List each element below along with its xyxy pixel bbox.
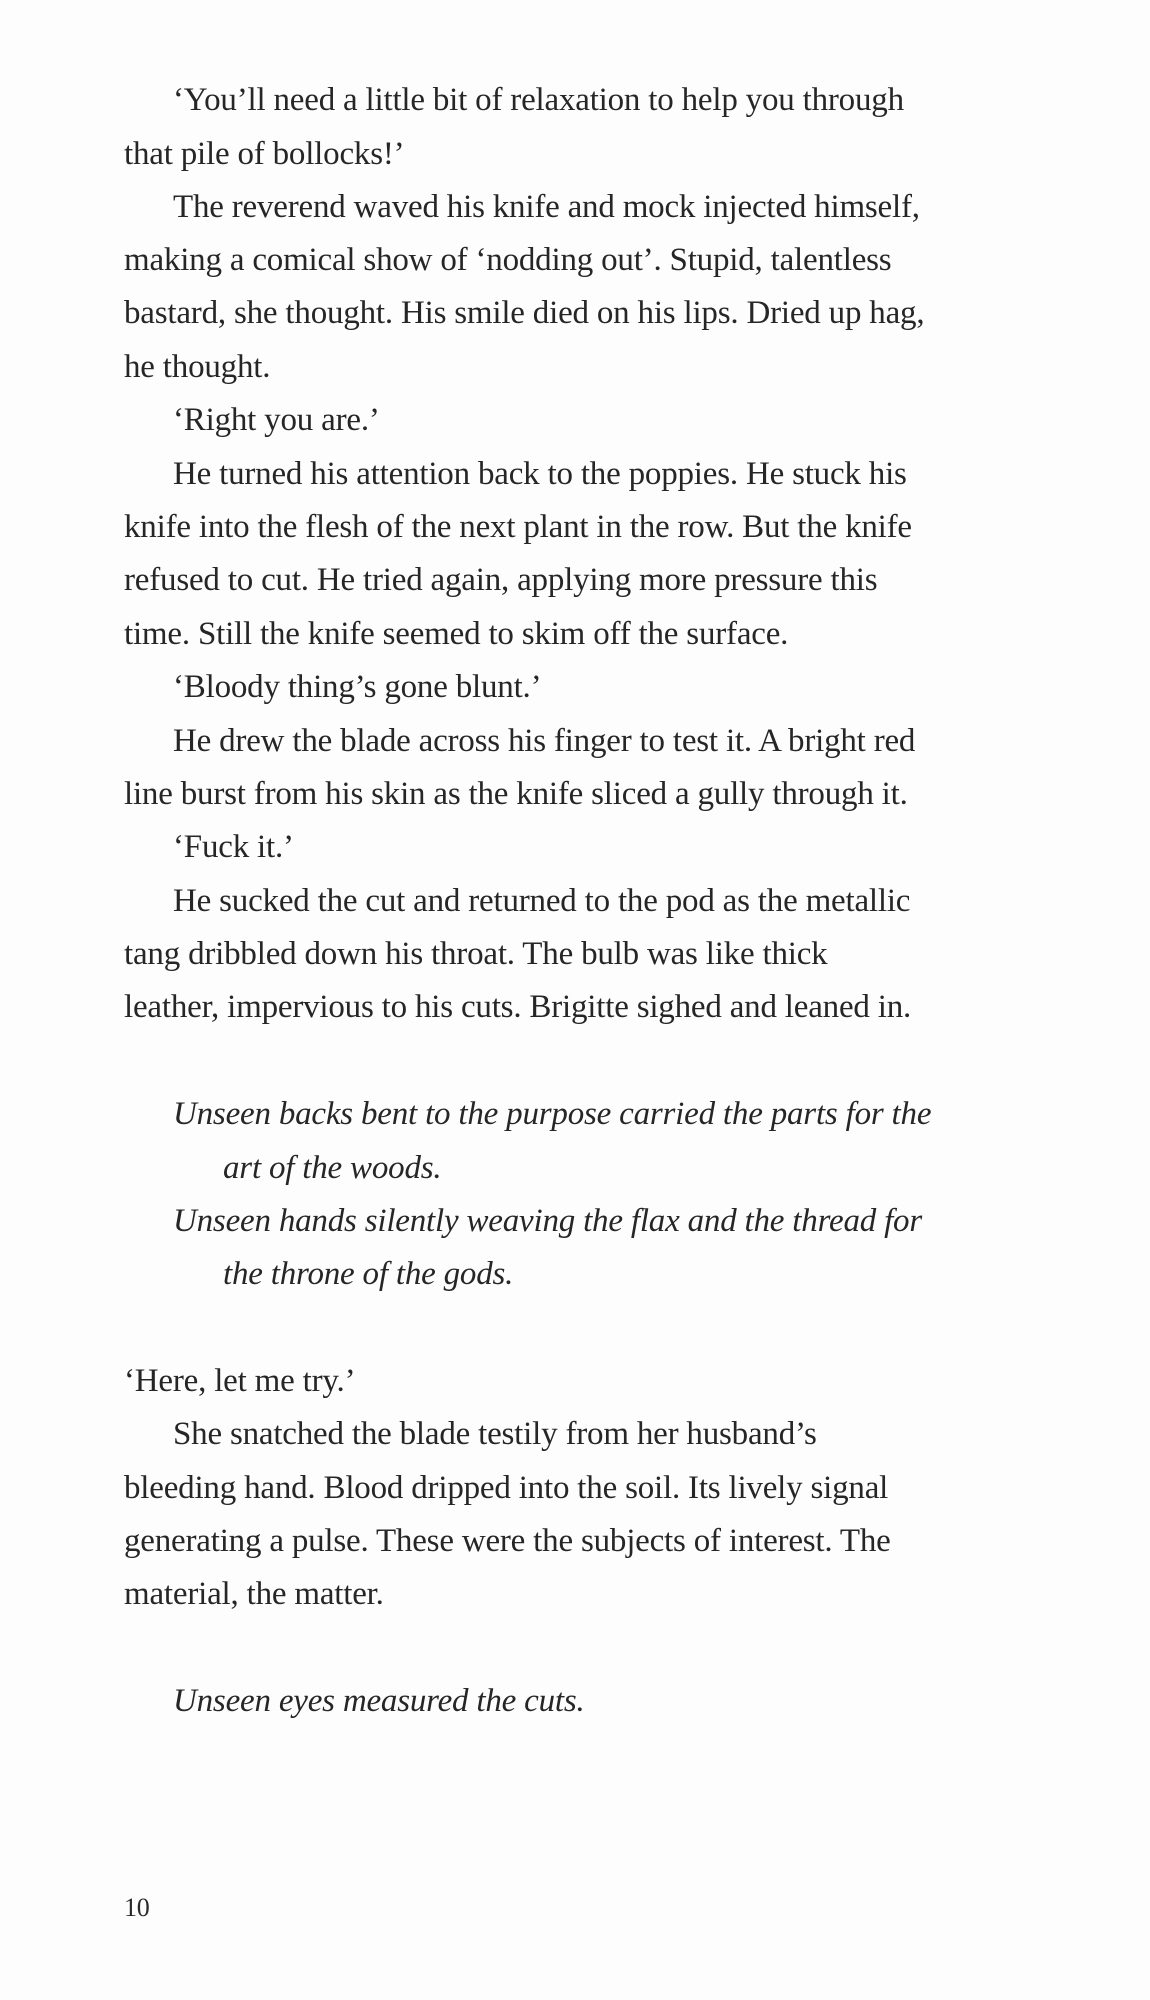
text-line: that pile of bollocks!’	[124, 136, 405, 172]
text-line: generating a pulse. These were the subjects of interest. The	[124, 1523, 891, 1559]
text-line: tang dribbled down his throat. The bulb was like thick	[124, 936, 828, 972]
text-line: The reverend waved his knife and mock injected himself,	[173, 189, 920, 225]
text-line: ‘Right you are.’	[173, 402, 380, 438]
text-line: ‘You’ll need a little bit of relaxation to help you through	[173, 82, 904, 118]
text-line: He drew the blade across his finger to test it. A bright red	[173, 723, 916, 759]
text-line: He turned his attention back to the poppies. He stuck his	[173, 456, 907, 492]
verse-line: Unseen hands silently weaving the flax and the thread for	[173, 1203, 923, 1239]
verse-line: Unseen eyes measured the cuts.	[173, 1683, 585, 1719]
text-line: knife into the flesh of the next plant in the row. But the knife	[124, 509, 912, 545]
text-line: ‘Here, let me try.’	[124, 1363, 356, 1399]
text-line: bleeding hand. Blood dripped into the soil. Its lively signal	[124, 1470, 889, 1506]
verse-line: Unseen backs bent to the purpose carried the parts for the	[173, 1096, 932, 1132]
text-line: refused to cut. He tried again, applying more pressure this	[124, 562, 878, 598]
text-line: material, the matter.	[124, 1576, 384, 1612]
verse-line: the throne of the gods.	[223, 1256, 514, 1292]
page-number: 10	[124, 1893, 150, 1922]
text-line: making a comical show of ‘nodding out’. Stupid, talentless	[124, 242, 892, 278]
verse-line: art of the woods.	[223, 1150, 442, 1186]
text-line: line burst from his skin as the knife sliced a gully through it.	[124, 776, 908, 812]
text-line: She snatched the blade testily from her husband’s	[173, 1416, 817, 1452]
text-line: time. Still the knife seemed to skim off the surface.	[124, 616, 789, 652]
text-line: leather, impervious to his cuts. Brigitte sighed and leaned in.	[124, 989, 912, 1025]
text-line: ‘Bloody thing’s gone blunt.’	[173, 669, 542, 705]
text-line: bastard, she thought. His smile died on his lips. Dried up hag,	[124, 295, 925, 331]
text-line: ‘Fuck it.’	[173, 829, 294, 865]
text-line: he thought.	[124, 349, 271, 385]
text-line: He sucked the cut and returned to the pod as the metallic	[173, 883, 911, 919]
